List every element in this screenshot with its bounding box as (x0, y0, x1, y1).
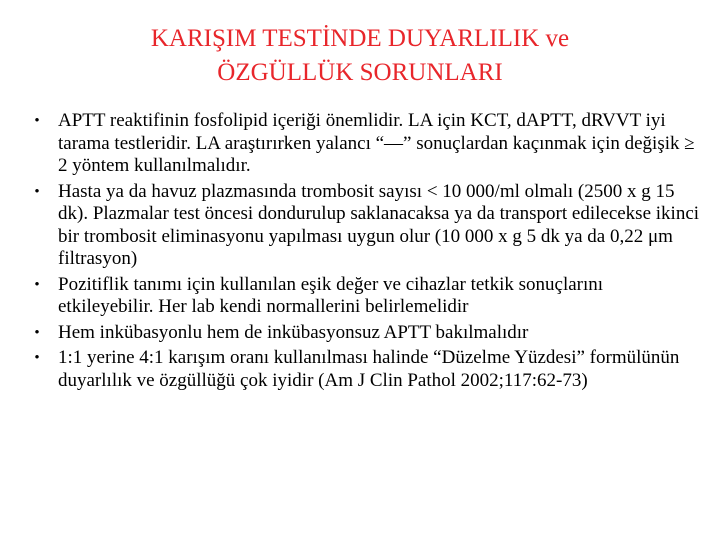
bullet-icon: • (34, 113, 40, 129)
bullet-icon: • (34, 276, 40, 293)
slide-title (60, 22, 660, 90)
bullet-text: Hem inkübasyonlu hem de inkübasyonsuz APTT bakılmalıdır (58, 321, 529, 343)
bullet-icon: • (34, 324, 40, 341)
bullet-item (30, 322, 700, 345)
bullet-item (30, 274, 700, 319)
bullet-item (30, 347, 700, 392)
bullet-item (30, 110, 700, 178)
slide-title-line-2: ÖZGÜLLÜK SORUNLARI (217, 59, 503, 86)
slide-title-line-1: KARIŞIM TESTİNDE DUYARLILIK ve (150, 25, 570, 52)
bullet-text: 1:1 yerine 4:1 karışım oranı kullanılması halinde “Düzelme Yüzdesi” formülünün duyarlılık ve özgüllüğü çok iyidir (Am J Clin Pathol 2002;117:62-73) (58, 347, 680, 391)
bullet-list (30, 110, 700, 395)
bullet-text: Pozitiflik tanımı için kullanılan eşik değer ve cihazlar tetkik sonuçlarını etkileyebilir. Her lab kendi normallerini belirlemelidir (58, 273, 604, 317)
bullet-text: APTT reaktifinin fosfolipid içeriği önemlidir. LA için KCT, dAPTT, dRVVT iyi tarama testleridir. LA araştırırken yalancı “—” sonuçlardan kaçınmak için değişik ≥ 2 yöntem kullanılmalıdır. (58, 110, 695, 176)
bullet-item (30, 181, 700, 271)
bullet-icon: • (34, 183, 40, 200)
bullet-icon: • (34, 350, 40, 366)
bullet-text: Hasta ya da havuz plazmasında trombosit sayısı < 10 000/ml olmalı (2500 x g 15 dk). Plazmalar test öncesi dondurulup saklanacaksa ya da transport edilecekse ikinci bir trombosit eliminasyonu yapılması uygun olur (10 000 x g 5 dk ya da 0,22 μm filtrasyon) (58, 180, 700, 269)
